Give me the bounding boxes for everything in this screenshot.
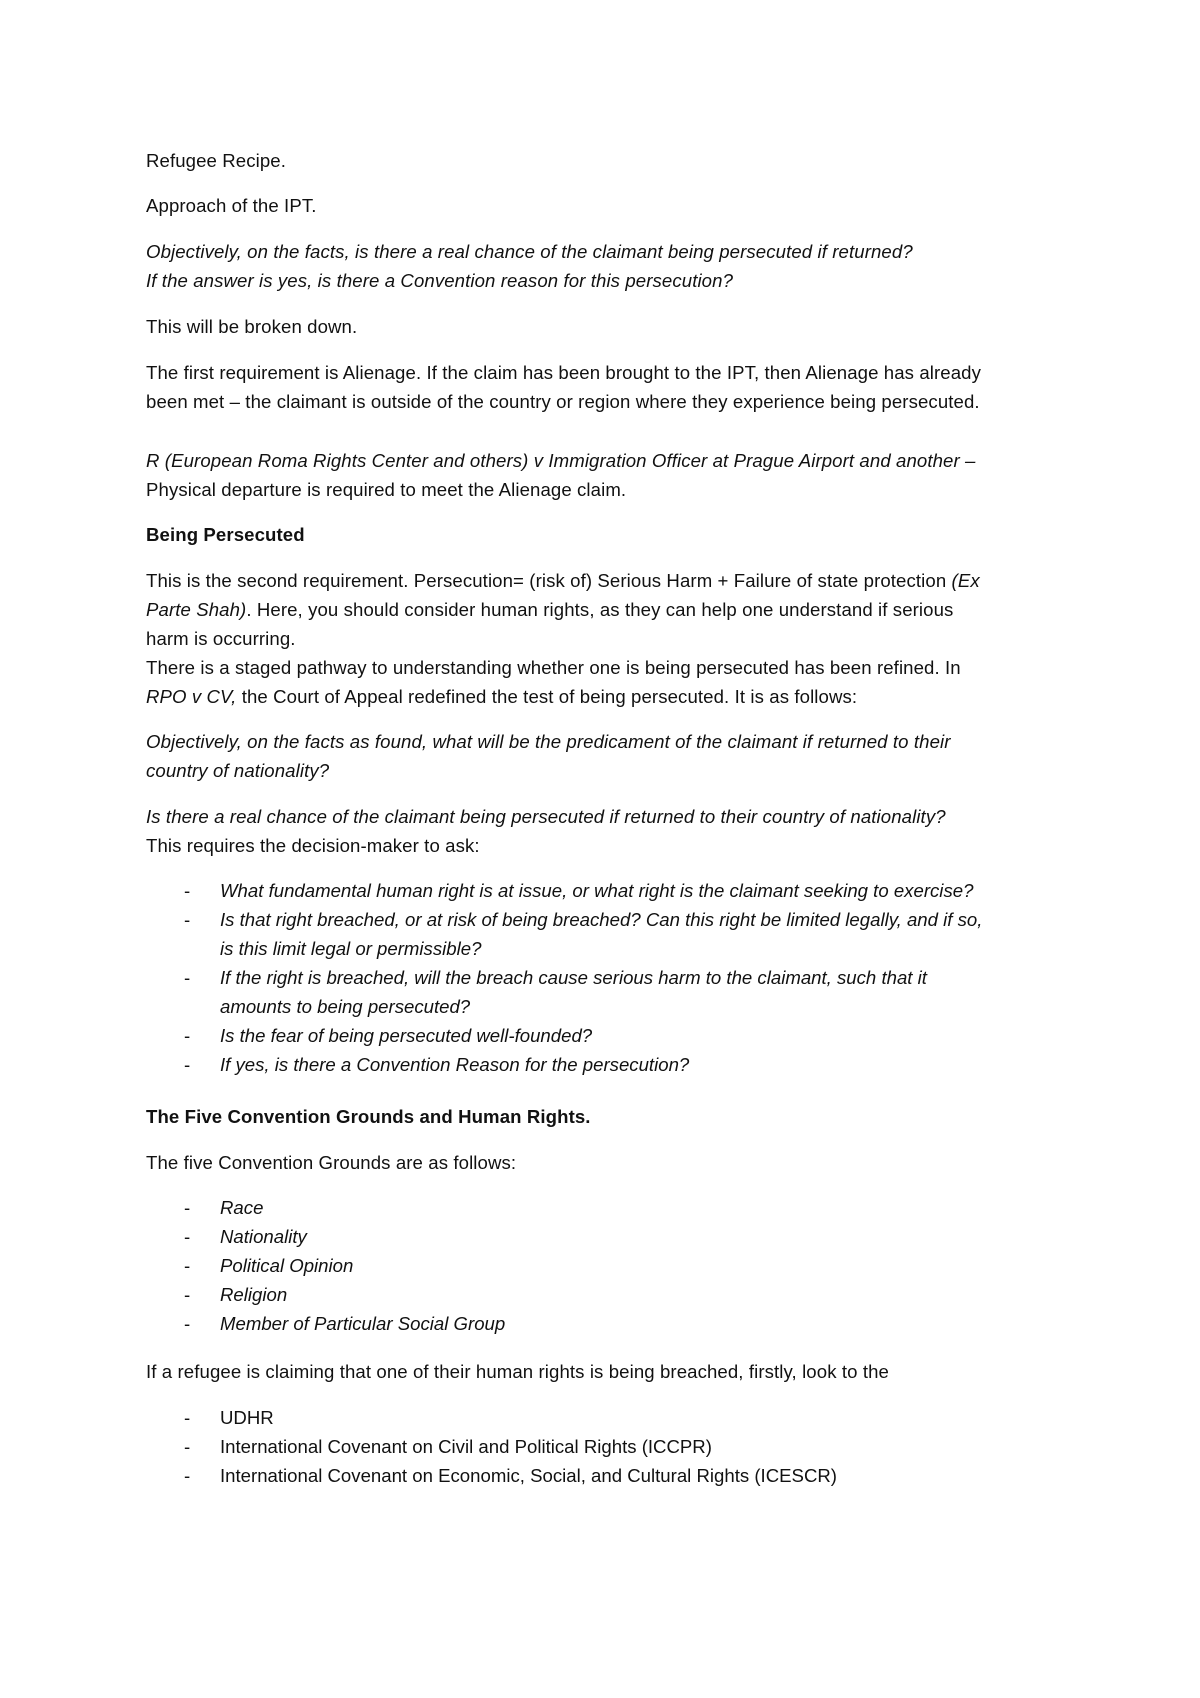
case-paragraph [146, 446, 1086, 504]
list-dash: - [184, 1436, 191, 1457]
staged-line-2-case: RPO v CV, [146, 686, 237, 707]
list-item [146, 1309, 1086, 1338]
second-line-3: harm is occurring. [146, 628, 296, 649]
convention-grounds-list [146, 1193, 1086, 1338]
list-dash: - [184, 1025, 191, 1046]
heading-being-persecuted: Being Persecuted [146, 524, 305, 545]
decision-questions-list [146, 876, 1086, 1079]
list-item [146, 1461, 1086, 1490]
list-dash: - [184, 1197, 191, 1218]
instrument-text: International Covenant on Economic, Social, and Cultural Rights (ICESCR) [220, 1465, 837, 1486]
alienage-paragraph [146, 358, 1086, 416]
instruments-list [146, 1403, 1086, 1490]
ground-text: Member of Particular Social Group [220, 1313, 506, 1334]
ipt-question-2: If the answer is yes, is there a Convention reason for this persecution? [146, 270, 734, 291]
ground-text: Race [220, 1197, 264, 1218]
ipt-questions [146, 237, 1086, 295]
list-item [146, 963, 1086, 992]
second-requirement-paragraph [146, 566, 1086, 711]
grounds-intro: The five Convention Grounds are as follows: [146, 1152, 517, 1173]
alienage-line-2: been met – the claimant is outside of the country or region where they experience being persecuted. [146, 391, 980, 412]
list-item [146, 1193, 1086, 1222]
case-line-2: Physical departure is required to meet the Alienage claim. [146, 479, 627, 500]
objective-line-1: Objectively, on the facts as found, what will be the predicament of the claimant if returned to their [146, 731, 951, 752]
list-dash: - [184, 1255, 191, 1276]
list-item-continuation [146, 992, 1086, 1021]
list-dash: - [184, 1226, 191, 1247]
staged-line-2-text: the Court of Appeal redefined the test of being persecuted. It is as follows: [236, 686, 858, 707]
staged-line-1: There is a staged pathway to understanding whether one is being persecuted has been refined. In [146, 657, 961, 678]
real-chance-paragraph [146, 802, 1086, 860]
question-text: What fundamental human right is at issue, or what right is the claimant seeking to exercise? [220, 880, 974, 901]
alienage-line-1: The first requirement is Alienage. If the claim has been brought to the IPT, then Alienage has already [146, 362, 982, 383]
ground-text: Political Opinion [220, 1255, 354, 1276]
list-item [146, 876, 1086, 905]
doc-title: Refugee Recipe. [146, 150, 287, 171]
second-line-1-citation: (Ex [951, 570, 980, 591]
broken-down-line: This will be broken down. [146, 316, 358, 337]
list-item [146, 1432, 1086, 1461]
refugee-claim-line: If a refugee is claiming that one of their human rights is being breached, firstly, look to the [146, 1361, 889, 1382]
second-line-2-text: . Here, you should consider human rights, as they can help one understand if serious [246, 599, 954, 620]
approach-line: Approach of the IPT. [146, 195, 317, 216]
question-text: Is the fear of being persecuted well-founded? [220, 1025, 593, 1046]
question-text: is this limit legal or permissible? [220, 938, 482, 959]
list-dash: - [184, 909, 191, 930]
instrument-text: UDHR [220, 1407, 274, 1428]
question-text: If the right is breached, will the breach cause serious harm to the claimant, such that it [220, 967, 927, 988]
question-text: Is that right breached, or at risk of being breached? Can this right be limited legally, and if so, [220, 909, 983, 930]
list-dash: - [184, 1465, 191, 1486]
case-line-1: R (European Roma Rights Center and others) v Immigration Officer at Prague Airport and another – [146, 450, 976, 471]
list-dash: - [184, 1407, 191, 1428]
list-item [146, 905, 1086, 934]
ipt-question-1: Objectively, on the facts, is there a real chance of the claimant being persecuted if returned? [146, 241, 913, 262]
instrument-text: International Covenant on Civil and Political Rights (ICCPR) [220, 1436, 712, 1457]
list-dash: - [184, 1054, 191, 1075]
list-dash: - [184, 967, 191, 988]
list-dash: - [184, 1284, 191, 1305]
list-dash: - [184, 1313, 191, 1334]
heading-convention-grounds: The Five Convention Grounds and Human Rights. [146, 1106, 591, 1127]
question-text: If yes, is there a Convention Reason for the persecution? [220, 1054, 690, 1075]
second-line-2 [146, 595, 1086, 624]
list-item [146, 1280, 1086, 1309]
list-item [146, 1021, 1086, 1050]
question-text: amounts to being persecuted? [220, 996, 471, 1017]
second-line-2-citation: Parte Shah) [146, 599, 247, 620]
list-item [146, 1251, 1086, 1280]
real-chance-line: Is there a real chance of the claimant being persecuted if returned to their country of nationality? [146, 806, 946, 827]
second-line-1 [146, 566, 1086, 595]
list-item [146, 1403, 1086, 1432]
requires-line: This requires the decision-maker to ask: [146, 835, 480, 856]
list-dash: - [184, 880, 191, 901]
objective-paragraph [146, 727, 1086, 785]
list-item-continuation [146, 934, 1086, 963]
list-item [146, 1222, 1086, 1251]
ground-text: Nationality [220, 1226, 307, 1247]
objective-line-2: country of nationality? [146, 760, 330, 781]
ground-text: Religion [220, 1284, 288, 1305]
list-item [146, 1050, 1086, 1079]
second-line-1-text: This is the second requirement. Persecution= (risk of) Serious Harm + Failure of state protection [146, 570, 952, 591]
staged-line-2 [146, 682, 1086, 711]
